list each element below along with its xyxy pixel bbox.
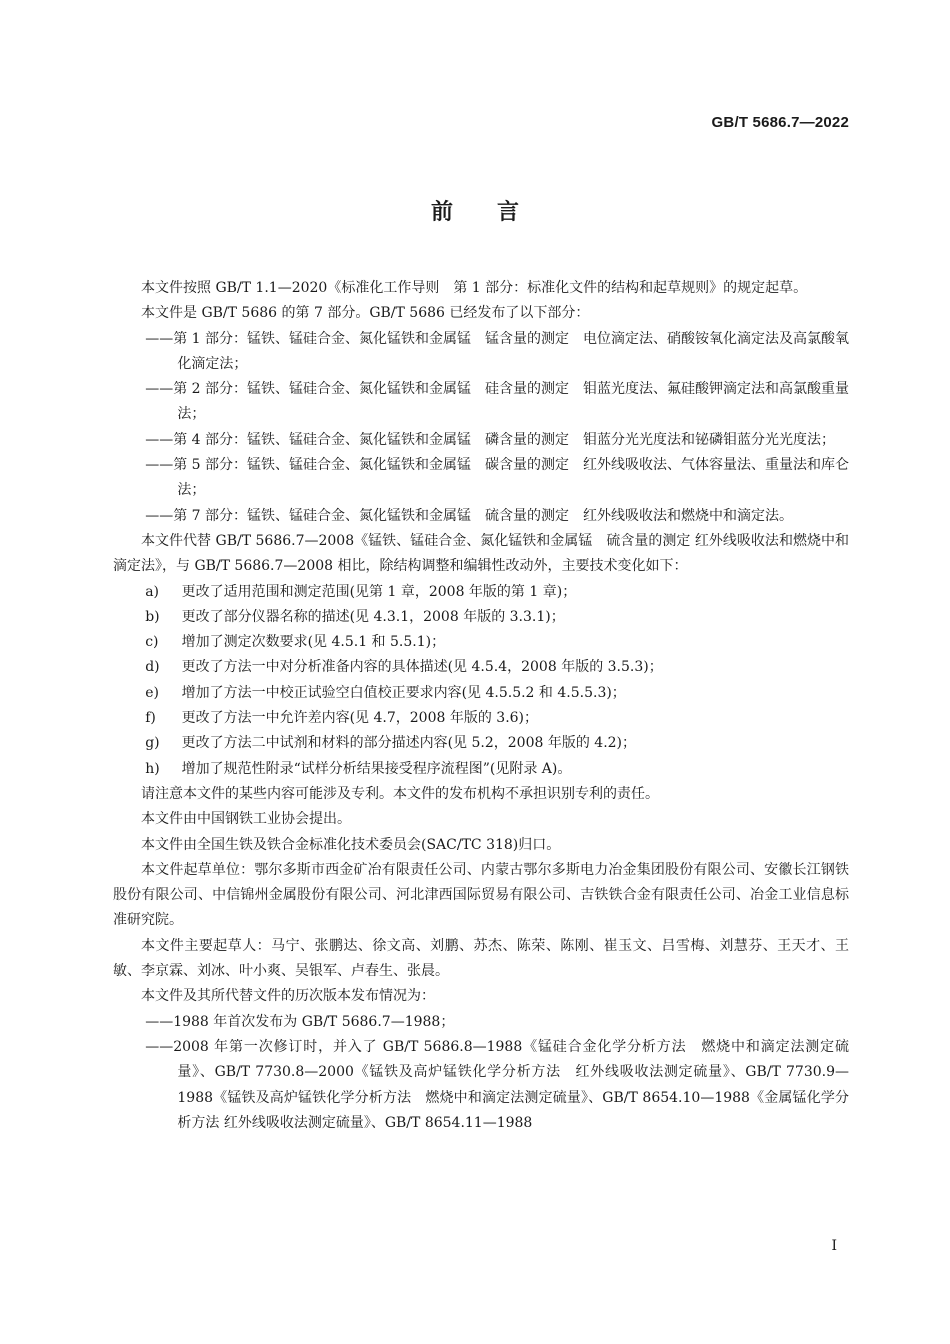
change-label: h)	[145, 760, 160, 777]
change-item	[113, 580, 849, 605]
patent-note: 请注意本文件的某些内容可能涉及专利。本文件的发布机构不承担识别专利的责任。	[141, 785, 659, 802]
history-item: ——2008 年第一次修订时，并入了 GB/T 5686.8—1988《锰硅合金化学分析方法 燃烧中和滴定法测定硫量》、GB/T 7730.8—2000《锰铁及高炉锰铁化学分析方法 红外线吸收法测定硫量》、GB/T 7730.9—1988《锰铁及高炉锰铁化学分析方法 燃烧中和滴定法测定硫量》、GB/T 8654.10—1988《金属锰化学分析方法 红外线吸收法测定硫量》、GB/T 8654.11—1988	[145, 1038, 849, 1131]
replaces-paragraph: 本文件代替 GB/T 5686.7—2008《锰铁、锰硅合金、氮化锰铁和金属锰 硫含量的测定 红外线吸收法和燃烧中和滴定法》，与 GB/T 5686.7—2008 相比，除结构调整和编辑性改动外，主要技术变化如下：	[113, 532, 849, 575]
change-text: 更改了方法一中允许差内容(见 4.7，2008 年版的 3.6)；	[181, 710, 539, 727]
drafting-units: 本文件起草单位：鄂尔多斯市西金矿冶有限责任公司、内蒙古鄂尔多斯电力冶金集团股份有限公司、安徽长江钢铁股份有限公司、中信锦州金属股份有限公司、河北津西国际贸易有限公司、吉铁铁合金有限责任公司、冶金工业信息标准研究院。	[113, 861, 849, 929]
standard-number: GB/T 5686.7—2022	[711, 114, 849, 131]
change-item	[113, 681, 849, 706]
part-list-item: ——第 4 部分：锰铁、锰硅合金、氮化锰铁和金属锰 磷含量的测定 钼蓝分光光度法和铋磷钼蓝分光光度法；	[145, 431, 836, 448]
change-label: c)	[145, 634, 159, 651]
history-item: ——1988 年首次发布为 GB/T 5686.7—1988；	[145, 1013, 455, 1030]
change-label: f)	[145, 710, 156, 727]
change-item	[113, 630, 849, 655]
change-label: g)	[145, 735, 160, 752]
change-text: 增加了规范性附录“试样分析结果接受程序流程图”(见附录 A)。	[181, 760, 572, 777]
committee-note: 本文件由全国生铁及铁合金标准化技术委员会(SAC/TC 318)归口。	[141, 836, 561, 853]
part-list-item: ——第 7 部分：锰铁、锰硅合金、氮化锰铁和金属锰 硫含量的测定 红外线吸收法和燃烧中和滴定法。	[145, 507, 794, 524]
change-text: 增加了方法一中校正试验空白值校正要求内容(见 4.5.5.2 和 4.5.5.3)；	[181, 684, 626, 701]
change-label: a)	[145, 583, 159, 600]
change-label: d)	[145, 659, 160, 676]
intro-paragraph: 本文件是 GB/T 5686 的第 7 部分。GB/T 5686 已经发布了以下部分：	[141, 305, 590, 322]
drafters: 本文件主要起草人：马宁、张鹏达、徐文高、刘鹏、苏杰、陈荣、陈刚、崔玉文、吕雪梅、刘慧芬、王天才、王敏、李京霖、刘冰、叶小爽、吴银军、卢春生、张晨。	[113, 937, 849, 980]
part-list-item: ——第 1 部分：锰铁、锰硅合金、氮化锰铁和金属锰 锰含量的测定 电位滴定法、硝酸铵氧化滴定法及高氯酸氧化滴定法；	[145, 330, 850, 372]
change-label: b)	[145, 608, 160, 625]
change-label: e)	[145, 684, 159, 701]
change-text: 增加了测定次数要求(见 4.5.1 和 5.5.1)；	[181, 634, 446, 651]
history-intro: 本文件及其所代替文件的历次版本发布情况为：	[141, 988, 435, 1005]
page-title: 前言	[430, 200, 563, 225]
intro-paragraph: 本文件按照 GB/T 1.1—2020《标准化工作导则 第 1 部分：标准化文件的结构和起草规则》的规定起草。	[141, 280, 808, 296]
page-number: I	[831, 1238, 837, 1254]
change-text: 更改了方法一中对分析准备内容的具体描述(见 4.5.4，2008 年版的 3.5.3)；	[181, 659, 663, 676]
proposer-note: 本文件由中国钢铁工业协会提出。	[141, 811, 351, 828]
change-text: 更改了部分仪器名称的描述(见 4.3.1，2008 年版的 3.3.1)；	[181, 608, 565, 625]
change-item	[113, 731, 849, 756]
change-item	[113, 655, 849, 680]
part-list-item: ——第 2 部分：锰铁、锰硅合金、氮化锰铁和金属锰 硅含量的测定 钼蓝光度法、氟硅酸钾滴定法和高氯酸重量法；	[145, 381, 850, 423]
change-item	[113, 605, 849, 630]
change-item	[113, 757, 849, 782]
change-text: 更改了方法二中试剂和材料的部分描述内容(见 5.2，2008 年版的 4.2)；	[181, 735, 637, 752]
change-text: 更改了适用范围和测定范围(见第 1 章，2008 年版的第 1 章)；	[181, 583, 577, 600]
change-item	[113, 706, 849, 731]
part-list-item: ——第 5 部分：锰铁、锰硅合金、氮化锰铁和金属锰 碳含量的测定 红外线吸收法、气体容量法、重量法和库仑法；	[145, 457, 850, 499]
document-body	[113, 276, 849, 1136]
